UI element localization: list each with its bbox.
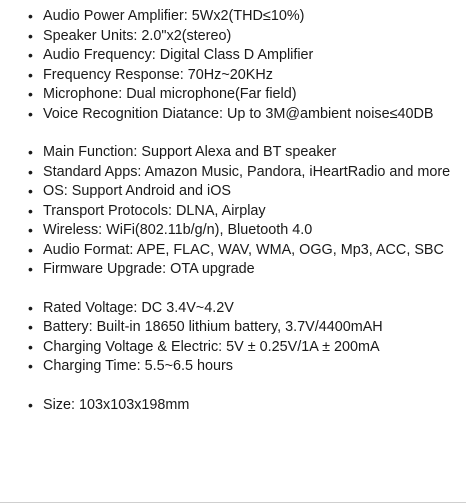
spec-text: Frequency Response: 70Hz~20KHz <box>43 66 273 83</box>
bullet-icon: • <box>28 27 33 44</box>
spec-item <box>28 182 456 202</box>
spec-text: Standard Apps: Amazon Music, Pandora, iHeartRadio and more <box>43 163 451 180</box>
spec-item <box>28 143 456 163</box>
bullet-icon: • <box>28 261 33 277</box>
bullet-icon: • <box>28 241 33 258</box>
spec-item <box>28 338 456 358</box>
bullet-icon: • <box>28 202 33 219</box>
spec-text: Transport Protocols: DLNA, Airplay <box>43 202 266 219</box>
spec-text: Charging Time: 5.5~6.5 hours <box>43 358 233 374</box>
bullet-icon: • <box>28 338 33 355</box>
spec-item <box>28 66 456 86</box>
bullet-icon: • <box>28 163 33 180</box>
bullet-icon: • <box>28 66 33 83</box>
bullet-icon: • <box>28 183 33 199</box>
bullet-icon: • <box>28 358 33 374</box>
spec-item <box>28 163 456 183</box>
power-specs-list <box>28 299 456 377</box>
spec-text: Battery: Built-in 18650 lithium battery, 3.7V/4400mAH <box>43 319 383 335</box>
spec-item <box>28 202 456 222</box>
spec-text: Microphone: Dual microphone(Far field) <box>43 86 297 102</box>
spec-item <box>28 241 456 261</box>
function-specs-list <box>28 143 456 280</box>
spec-text: OS: Support Android and iOS <box>43 183 231 199</box>
size-specs-list <box>28 396 456 416</box>
spec-text: Charging Voltage & Electric: 5V ± 0.25V/1A ± 200mA <box>43 338 380 355</box>
bullet-icon: • <box>28 222 33 238</box>
spec-item <box>28 85 456 105</box>
spec-text: Rated Voltage: DC 3.4V~4.2V <box>43 299 234 316</box>
spec-item <box>28 396 456 416</box>
spec-item <box>28 105 456 125</box>
spec-item <box>28 318 456 338</box>
bullet-icon: • <box>28 144 33 160</box>
spec-text: Audio Format: APE, FLAC, WAV, WMA, OGG, Mp3, ACC, SBC <box>43 241 444 258</box>
spec-item <box>28 46 456 66</box>
bullet-icon: • <box>28 86 33 102</box>
spec-item <box>28 299 456 319</box>
bullet-icon: • <box>28 47 33 63</box>
spec-item <box>28 221 456 241</box>
spec-text: Main Function: Support Alexa and BT speaker <box>43 144 337 160</box>
bullet-icon: • <box>28 299 33 316</box>
spec-text: Wireless: WiFi(802.11b/g/n), Bluetooth 4.0 <box>43 222 313 238</box>
spec-item <box>28 7 456 27</box>
audio-specs-list <box>28 7 456 124</box>
spec-text: Voice Recognition Diatance: Up to 3M@ambient noise≤40DB <box>43 105 434 122</box>
bullet-icon: • <box>28 105 33 122</box>
spec-text: Firmware Upgrade: OTA upgrade <box>43 261 255 277</box>
spec-text: Size: 103x103x198mm <box>43 396 190 413</box>
bullet-icon: • <box>28 396 33 413</box>
bullet-icon: • <box>28 319 33 335</box>
spec-text: Audio Power Amplifier: 5Wx2(THD≤10%) <box>43 8 305 24</box>
bullet-icon: • <box>28 8 33 24</box>
spec-text: Speaker Units: 2.0"x2(stereo) <box>43 27 232 44</box>
spec-text: Audio Frequency: Digital Class D Amplifier <box>43 47 314 63</box>
spec-item <box>28 260 456 280</box>
spec-item <box>28 27 456 47</box>
spec-item <box>28 357 456 377</box>
